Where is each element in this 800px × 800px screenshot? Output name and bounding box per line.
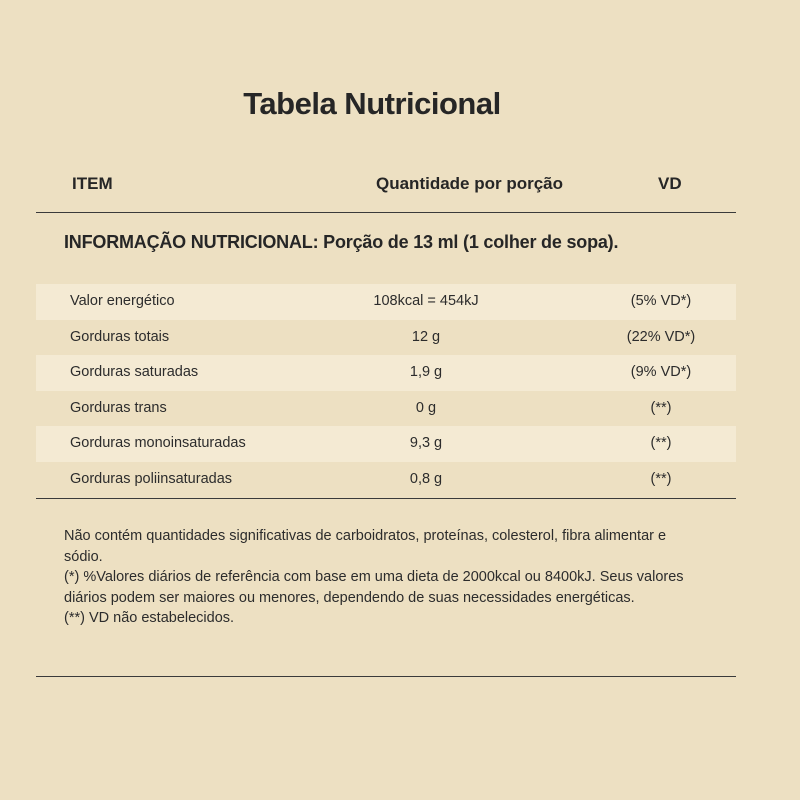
nutrient-vd: (9% VD*) bbox=[630, 364, 692, 380]
footnote-not-significant: Não contém quantidades significativas de carboidratos, proteínas, colesterol, fibra alimentar e sódio. bbox=[64, 528, 667, 565]
footer-divider bbox=[36, 676, 736, 677]
nutrient-vd: (**) bbox=[650, 470, 672, 487]
page-title: Tabela Nutricional bbox=[243, 86, 501, 121]
nutrient-name: Valor energético bbox=[70, 293, 175, 309]
nutrient-vd: (**) bbox=[650, 435, 672, 451]
nutrient-name: Gorduras trans bbox=[70, 399, 167, 416]
nutrient-quantity: 9,3 g bbox=[409, 435, 443, 451]
nutrient-vd: (**) bbox=[650, 399, 672, 416]
table-row bbox=[36, 320, 736, 356]
nutrient-name: Gorduras totais bbox=[70, 328, 170, 345]
table-bottom-divider bbox=[36, 498, 736, 499]
nutrient-name: Gorduras monoinsaturadas bbox=[70, 435, 246, 451]
column-header-item: ITEM bbox=[72, 174, 113, 193]
nutrient-quantity: 0 g bbox=[415, 399, 437, 416]
table-row bbox=[36, 462, 736, 498]
table-row bbox=[36, 355, 736, 391]
table-row bbox=[36, 426, 736, 462]
nutrition-table bbox=[36, 0, 736, 800]
column-header-vd: VD bbox=[658, 174, 682, 193]
nutrient-vd: (22% VD*) bbox=[626, 328, 696, 345]
footnote-vd-not-established: (**) VD não estabelecidos. bbox=[64, 610, 235, 626]
nutrient-name: Gorduras saturadas bbox=[70, 364, 199, 380]
table-row bbox=[36, 391, 736, 427]
nutrient-quantity: 12 g bbox=[411, 328, 441, 345]
footnote-daily-values: (*) %Valores diários de referência com base em uma dieta de 2000kcal ou 8400kJ. Seus valores diários podem ser maiores ou menores, dependendo de suas necessidades energéticas. bbox=[64, 569, 684, 606]
column-header-quantity: Quantidade por porção bbox=[376, 174, 564, 193]
nutrient-quantity: 0,8 g bbox=[409, 470, 443, 487]
portion-info: INFORMAÇÃO NUTRICIONAL: Porção de 13 ml (1 colher de sopa). bbox=[64, 232, 619, 252]
nutrient-rows bbox=[36, 284, 736, 497]
header-divider bbox=[36, 212, 736, 213]
table-row bbox=[36, 284, 736, 320]
footnotes bbox=[64, 526, 704, 629]
column-headers bbox=[36, 170, 736, 198]
nutrient-vd: (5% VD*) bbox=[630, 293, 692, 309]
nutrient-quantity: 108kcal = 454kJ bbox=[373, 293, 479, 309]
nutrient-name: Gorduras poliinsaturadas bbox=[70, 470, 233, 487]
nutrient-quantity: 1,9 g bbox=[409, 364, 443, 380]
